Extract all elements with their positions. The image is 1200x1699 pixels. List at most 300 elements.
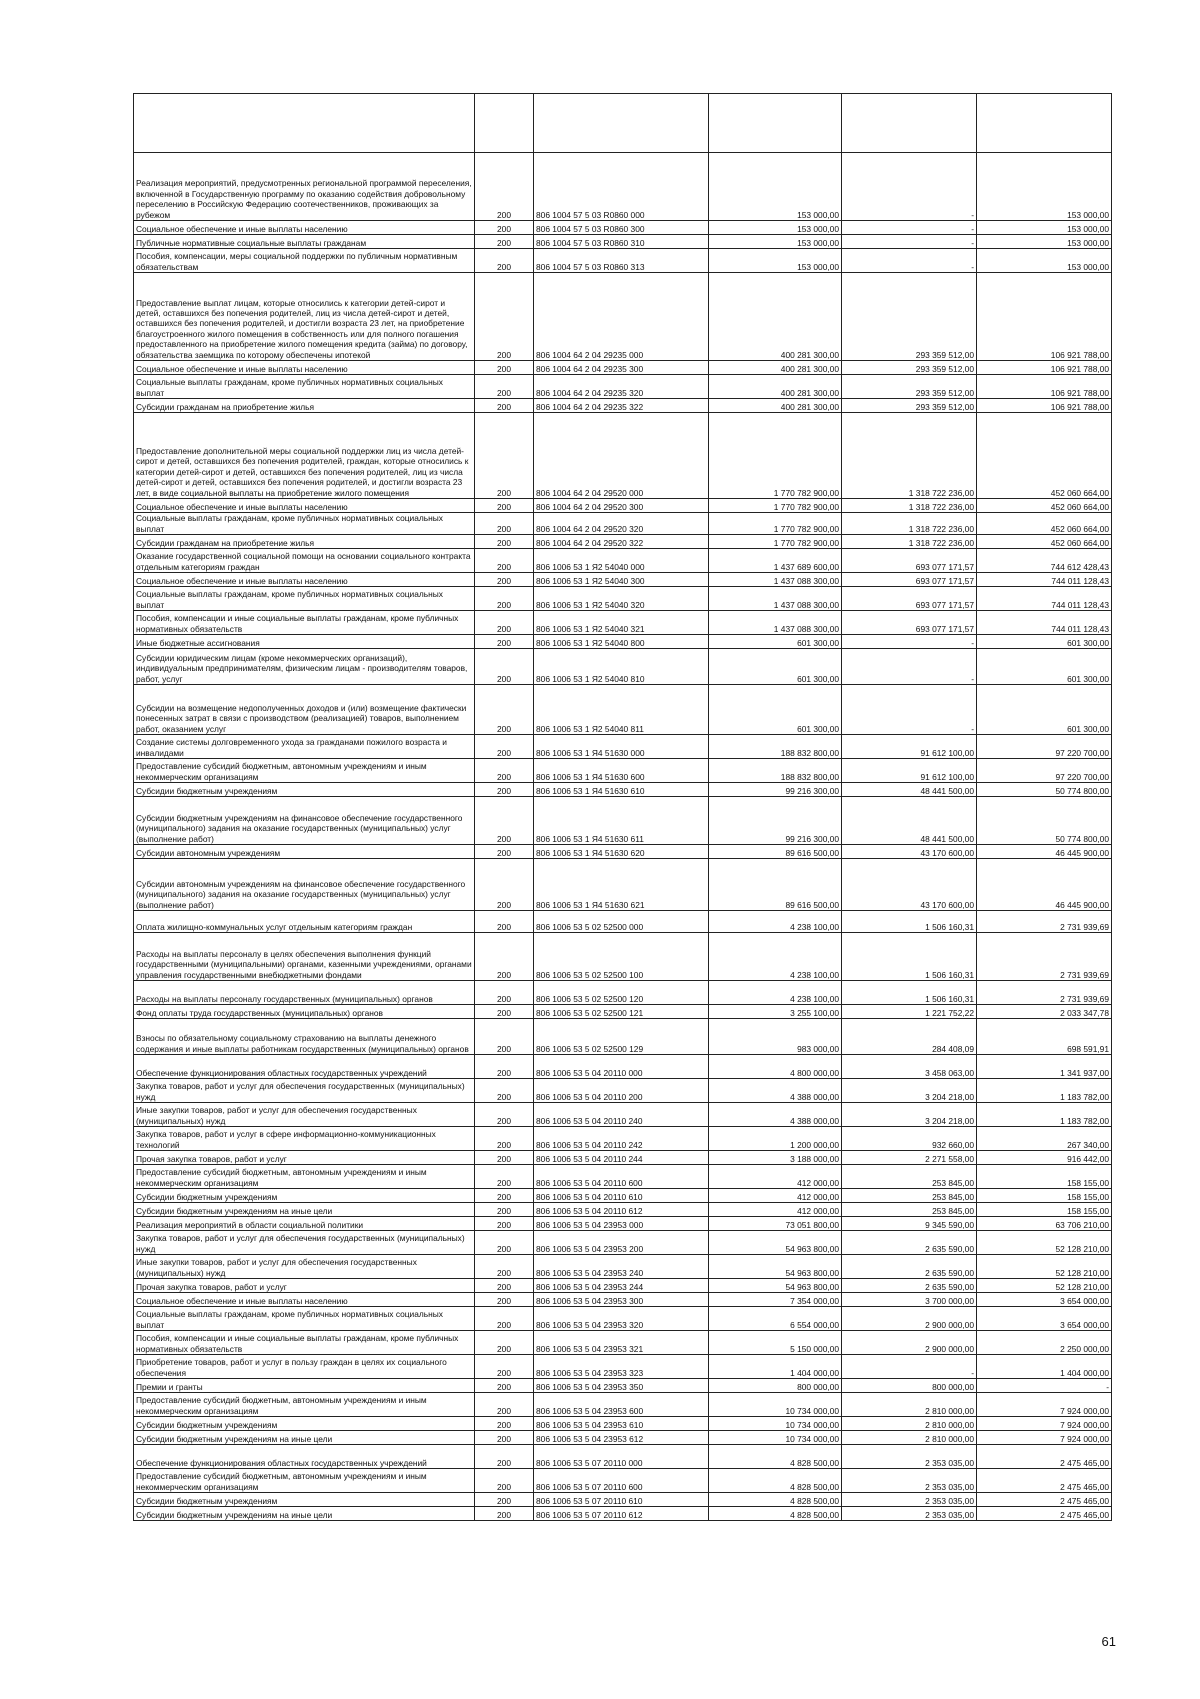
cell-unexecuted-amount: 452 060 664,00 (977, 499, 1112, 513)
cell-executed-amount: 1 318 722 236,00 (842, 499, 977, 513)
cell-name: Социальное обеспечение и иные выплаты населению (134, 361, 475, 375)
cell-executed-amount: 293 359 512,00 (842, 273, 977, 361)
cell-approved-amount: 89 616 500,00 (709, 845, 842, 859)
cell-line-code: 200 (475, 1355, 534, 1379)
cell-unexecuted-amount: - (977, 1379, 1112, 1393)
cell-executed-amount: 2 353 035,00 (842, 1507, 977, 1521)
cell-unexecuted-amount: 106 921 788,00 (977, 375, 1112, 399)
cell-name: Предоставление субсидий бюджетным, автономным учреждениям и иным некоммерческим организациям (134, 1165, 475, 1189)
cell-unexecuted-amount: 2 475 465,00 (977, 1507, 1112, 1521)
cell-approved-amount: 4 828 500,00 (709, 1507, 842, 1521)
header-cell-code (534, 94, 709, 153)
cell-approved-amount: 400 281 300,00 (709, 375, 842, 399)
cell-executed-amount: 2 353 035,00 (842, 1445, 977, 1469)
cell-name: Предоставление выплат лицам, которые относились к категории детей-сирот и детей, оставшихся без попечения родителей, лиц из числа детей-сирот и детей, оставшихся без попечения родителей, и достигли возраста 23 лет, на приобретение благоустроенного жилого помещения в собственность или для полного погашения предоставленного на приобретение жилого помещения кредита (займа) по договору, обязательства заемщика по которому обеспечены ипотекой (134, 273, 475, 361)
cell-classification-code: 806 1006 53 1 Я2 54040 800 (534, 635, 709, 649)
table-row (134, 1493, 1112, 1507)
cell-approved-amount: 1 437 088 300,00 (709, 611, 842, 635)
cell-line-code: 200 (475, 1203, 534, 1217)
table-row (134, 1393, 1112, 1417)
table-row (134, 759, 1112, 783)
cell-approved-amount: 10 734 000,00 (709, 1431, 842, 1445)
cell-name: Приобретение товаров, работ и услуг в пользу граждан в целях их социального обеспечения (134, 1355, 475, 1379)
cell-name: Социальные выплаты гражданам, кроме публичных нормативных социальных выплат (134, 513, 475, 535)
cell-line-code: 200 (475, 549, 534, 573)
cell-approved-amount: 1 200 000,00 (709, 1127, 842, 1151)
header-cell-executed (842, 94, 977, 153)
cell-approved-amount: 1 404 000,00 (709, 1355, 842, 1379)
cell-unexecuted-amount: 601 300,00 (977, 685, 1112, 735)
cell-classification-code: 806 1006 53 1 Я2 54040 000 (534, 549, 709, 573)
table-row (134, 635, 1112, 649)
cell-name: Премии и гранты (134, 1379, 475, 1393)
cell-unexecuted-amount: 2 475 465,00 (977, 1469, 1112, 1493)
cell-approved-amount: 1 770 782 900,00 (709, 513, 842, 535)
cell-executed-amount: 253 845,00 (842, 1203, 977, 1217)
cell-name: Субсидии бюджетным учреждениям (134, 1189, 475, 1203)
cell-executed-amount: 1 506 160,31 (842, 933, 977, 981)
cell-classification-code: 806 1006 53 1 Я4 51630 621 (534, 859, 709, 911)
cell-name: Прочая закупка товаров, работ и услуг (134, 1151, 475, 1165)
cell-line-code: 200 (475, 1127, 534, 1151)
cell-executed-amount: 693 077 171,57 (842, 587, 977, 611)
cell-approved-amount: 400 281 300,00 (709, 361, 842, 375)
cell-classification-code: 806 1006 53 1 Я4 51630 600 (534, 759, 709, 783)
table-row (134, 783, 1112, 797)
table-row (134, 399, 1112, 413)
cell-approved-amount: 4 828 500,00 (709, 1493, 842, 1507)
cell-classification-code: 806 1006 53 5 04 23953 240 (534, 1255, 709, 1279)
cell-line-code: 200 (475, 611, 534, 635)
cell-unexecuted-amount: 46 445 900,00 (977, 845, 1112, 859)
cell-name: Иные бюджетные ассигнования (134, 635, 475, 649)
cell-approved-amount: 601 300,00 (709, 685, 842, 735)
cell-unexecuted-amount: 52 128 210,00 (977, 1255, 1112, 1279)
cell-unexecuted-amount: 153 000,00 (977, 249, 1112, 273)
table-row (134, 1379, 1112, 1393)
table-row (134, 1293, 1112, 1307)
cell-name: Оказание государственной социальной помощи на основании социального контракта отдельным категориям граждан (134, 549, 475, 573)
table-row (134, 587, 1112, 611)
cell-executed-amount: 43 170 600,00 (842, 845, 977, 859)
cell-approved-amount: 10 734 000,00 (709, 1417, 842, 1431)
table-row (134, 549, 1112, 573)
cell-line-code: 200 (475, 413, 534, 499)
cell-line-code: 200 (475, 797, 534, 845)
cell-name: Субсидии на возмещение недополученных доходов и (или) возмещение фактически понесенных затрат в связи с производством (реализацией) товаров, выполнением работ, оказанием услуг (134, 685, 475, 735)
cell-unexecuted-amount: 601 300,00 (977, 635, 1112, 649)
cell-name: Субсидии бюджетным учреждениям на иные цели (134, 1507, 475, 1521)
cell-approved-amount: 800 000,00 (709, 1379, 842, 1393)
cell-approved-amount: 153 000,00 (709, 249, 842, 273)
cell-executed-amount: 2 635 590,00 (842, 1279, 977, 1293)
cell-unexecuted-amount: 2 250 000,00 (977, 1331, 1112, 1355)
table-row (134, 361, 1112, 375)
cell-executed-amount: 284 408,09 (842, 1019, 977, 1055)
cell-unexecuted-amount: 3 654 000,00 (977, 1293, 1112, 1307)
cell-unexecuted-amount: 50 774 800,00 (977, 783, 1112, 797)
cell-approved-amount: 412 000,00 (709, 1165, 842, 1189)
table-row (134, 735, 1112, 759)
cell-name: Пособия, компенсации, меры социальной поддержки по публичным нормативным обязательствам (134, 249, 475, 273)
cell-name: Субсидии бюджетным учреждениям (134, 1417, 475, 1431)
cell-classification-code: 806 1006 53 5 04 23953 323 (534, 1355, 709, 1379)
cell-line-code: 200 (475, 1507, 534, 1521)
cell-unexecuted-amount: 106 921 788,00 (977, 399, 1112, 413)
cell-classification-code: 806 1004 64 2 04 29235 320 (534, 375, 709, 399)
table-row (134, 249, 1112, 273)
cell-line-code: 200 (475, 1255, 534, 1279)
table-row (134, 1019, 1112, 1055)
table-row (134, 649, 1112, 685)
cell-line-code: 200 (475, 1103, 534, 1127)
cell-approved-amount: 400 281 300,00 (709, 399, 842, 413)
cell-approved-amount: 1 770 782 900,00 (709, 499, 842, 513)
cell-line-code: 200 (475, 1469, 534, 1493)
table-row (134, 1127, 1112, 1151)
cell-approved-amount: 983 000,00 (709, 1019, 842, 1055)
page-number: 61 (1101, 1634, 1116, 1649)
cell-unexecuted-amount: 1 183 782,00 (977, 1079, 1112, 1103)
cell-approved-amount: 153 000,00 (709, 153, 842, 221)
cell-approved-amount: 4 238 100,00 (709, 933, 842, 981)
cell-classification-code: 806 1006 53 5 07 20110 612 (534, 1507, 709, 1521)
cell-name: Расходы на выплаты персоналу в целях обеспечения выполнения функций государственными (муниципальными) органами, казенными учреждениями, органами управления государственными внебюджетными фондами (134, 933, 475, 981)
cell-unexecuted-amount: 153 000,00 (977, 153, 1112, 221)
cell-unexecuted-amount: 1 404 000,00 (977, 1355, 1112, 1379)
cell-name: Оплата жилищно-коммунальных услуг отдельным категориям граждан (134, 911, 475, 933)
cell-unexecuted-amount: 452 060 664,00 (977, 535, 1112, 549)
cell-executed-amount: 693 077 171,57 (842, 549, 977, 573)
cell-line-code: 200 (475, 535, 534, 549)
table-row (134, 153, 1112, 221)
cell-classification-code: 806 1006 53 5 04 23953 200 (534, 1231, 709, 1255)
cell-unexecuted-amount: 2 475 465,00 (977, 1493, 1112, 1507)
cell-name: Обеспечение функционирования областных государственных учреждений (134, 1055, 475, 1079)
cell-executed-amount: 91 612 100,00 (842, 759, 977, 783)
cell-unexecuted-amount: 97 220 700,00 (977, 759, 1112, 783)
table-row (134, 1255, 1112, 1279)
table-row (134, 513, 1112, 535)
cell-line-code: 200 (475, 1217, 534, 1231)
cell-classification-code: 806 1006 53 5 02 52500 100 (534, 933, 709, 981)
cell-line-code: 200 (475, 1189, 534, 1203)
table-row (134, 1417, 1112, 1431)
cell-classification-code: 806 1006 53 5 04 23953 350 (534, 1379, 709, 1393)
cell-line-code: 200 (475, 1079, 534, 1103)
cell-classification-code: 806 1004 64 2 04 29520 000 (534, 413, 709, 499)
cell-executed-amount: 3 458 063,00 (842, 1055, 977, 1079)
table-row (134, 797, 1112, 845)
cell-approved-amount: 10 734 000,00 (709, 1393, 842, 1417)
cell-name: Обеспечение функционирования областных государственных учреждений (134, 1445, 475, 1469)
cell-unexecuted-amount: 153 000,00 (977, 221, 1112, 235)
cell-approved-amount: 188 832 800,00 (709, 735, 842, 759)
cell-unexecuted-amount: 158 155,00 (977, 1165, 1112, 1189)
cell-approved-amount: 601 300,00 (709, 649, 842, 685)
cell-executed-amount: 48 441 500,00 (842, 797, 977, 845)
cell-name: Предоставление субсидий бюджетным, автономным учреждениям и иным некоммерческим организациям (134, 1469, 475, 1493)
cell-classification-code: 806 1004 57 5 03 R0860 300 (534, 221, 709, 235)
cell-approved-amount: 4 238 100,00 (709, 911, 842, 933)
cell-line-code: 200 (475, 273, 534, 361)
cell-classification-code: 806 1006 53 5 04 23953 244 (534, 1279, 709, 1293)
cell-approved-amount: 1 770 782 900,00 (709, 535, 842, 549)
cell-approved-amount: 89 616 500,00 (709, 859, 842, 911)
cell-executed-amount: 43 170 600,00 (842, 859, 977, 911)
cell-unexecuted-amount: 106 921 788,00 (977, 273, 1112, 361)
cell-classification-code: 806 1006 53 5 04 20110 200 (534, 1079, 709, 1103)
cell-unexecuted-amount: 1 341 937,00 (977, 1055, 1112, 1079)
cell-classification-code: 806 1006 53 5 04 20110 612 (534, 1203, 709, 1217)
cell-name: Закупка товаров, работ и услуг в сфере информационно-коммуникационных технологий (134, 1127, 475, 1151)
cell-executed-amount: - (842, 685, 977, 735)
cell-line-code: 200 (475, 1431, 534, 1445)
cell-name: Предоставление субсидий бюджетным, автономным учреждениям и иным некоммерческим организациям (134, 759, 475, 783)
cell-line-code: 200 (475, 845, 534, 859)
table-row (134, 1445, 1112, 1469)
cell-name: Субсидии автономным учреждениям на финансовое обеспечение государственного (муниципального) задания на оказание государственных (муниципальных) услуг (выполнение работ) (134, 859, 475, 911)
cell-executed-amount: 293 359 512,00 (842, 361, 977, 375)
cell-approved-amount: 3 255 100,00 (709, 1005, 842, 1019)
table-row (134, 273, 1112, 361)
table-row (134, 235, 1112, 249)
cell-unexecuted-amount: 158 155,00 (977, 1189, 1112, 1203)
cell-classification-code: 806 1004 64 2 04 29235 322 (534, 399, 709, 413)
table-row (134, 1189, 1112, 1203)
cell-approved-amount: 5 150 000,00 (709, 1331, 842, 1355)
cell-line-code: 200 (475, 375, 534, 399)
table-row (134, 685, 1112, 735)
cell-executed-amount: - (842, 235, 977, 249)
cell-name: Иные закупки товаров, работ и услуг для обеспечения государственных (муниципальных) нужд (134, 1255, 475, 1279)
cell-name: Фонд оплаты труда государственных (муниципальных) органов (134, 1005, 475, 1019)
cell-executed-amount: 91 612 100,00 (842, 735, 977, 759)
cell-unexecuted-amount: 153 000,00 (977, 235, 1112, 249)
cell-classification-code: 806 1006 53 5 07 20110 600 (534, 1469, 709, 1493)
cell-unexecuted-amount: 452 060 664,00 (977, 513, 1112, 535)
cell-unexecuted-amount: 52 128 210,00 (977, 1231, 1112, 1255)
table-row (134, 413, 1112, 499)
cell-name: Социальное обеспечение и иные выплаты населению (134, 1293, 475, 1307)
cell-executed-amount: 2 810 000,00 (842, 1417, 977, 1431)
cell-approved-amount: 412 000,00 (709, 1189, 842, 1203)
cell-executed-amount: 2 900 000,00 (842, 1307, 977, 1331)
cell-classification-code: 806 1006 53 1 Я4 51630 620 (534, 845, 709, 859)
cell-executed-amount: 9 345 590,00 (842, 1217, 977, 1231)
cell-approved-amount: 1 437 088 300,00 (709, 587, 842, 611)
cell-unexecuted-amount: 698 591,91 (977, 1019, 1112, 1055)
cell-line-code: 200 (475, 911, 534, 933)
cell-approved-amount: 7 354 000,00 (709, 1293, 842, 1307)
cell-classification-code: 806 1006 53 1 Я2 54040 320 (534, 587, 709, 611)
cell-classification-code: 806 1006 53 1 Я4 51630 610 (534, 783, 709, 797)
cell-approved-amount: 54 963 800,00 (709, 1255, 842, 1279)
table-row (134, 535, 1112, 549)
cell-line-code: 200 (475, 1417, 534, 1431)
cell-unexecuted-amount: 267 340,00 (977, 1127, 1112, 1151)
cell-classification-code: 806 1006 53 5 04 20110 244 (534, 1151, 709, 1165)
cell-executed-amount: 1 221 752,22 (842, 1005, 977, 1019)
cell-approved-amount: 54 963 800,00 (709, 1279, 842, 1293)
cell-classification-code: 806 1006 53 5 04 23953 300 (534, 1293, 709, 1307)
cell-line-code: 200 (475, 981, 534, 1005)
cell-unexecuted-amount: 601 300,00 (977, 649, 1112, 685)
cell-name: Субсидии бюджетным учреждениям (134, 1493, 475, 1507)
cell-classification-code: 806 1004 64 2 04 29520 322 (534, 535, 709, 549)
cell-unexecuted-amount: 2 731 939,69 (977, 911, 1112, 933)
cell-executed-amount: - (842, 153, 977, 221)
header-cell-name (134, 94, 475, 153)
cell-unexecuted-amount: 2 475 465,00 (977, 1445, 1112, 1469)
cell-executed-amount: 2 900 000,00 (842, 1331, 977, 1355)
cell-line-code: 200 (475, 1393, 534, 1417)
table-row (134, 1055, 1112, 1079)
cell-classification-code: 806 1006 53 1 Я4 51630 611 (534, 797, 709, 845)
table-row (134, 1151, 1112, 1165)
cell-line-code: 200 (475, 735, 534, 759)
table-row (134, 611, 1112, 635)
cell-name: Субсидии бюджетным учреждениям на финансовое обеспечение государственного (муниципального) задания на оказание государственных (муниципальных) услуг (выполнение работ) (134, 797, 475, 845)
cell-approved-amount: 400 281 300,00 (709, 273, 842, 361)
cell-name: Иные закупки товаров, работ и услуг для обеспечения государственных (муниципальных) нужд (134, 1103, 475, 1127)
cell-line-code: 200 (475, 649, 534, 685)
cell-line-code: 200 (475, 1165, 534, 1189)
cell-name: Социальные выплаты гражданам, кроме публичных нормативных социальных выплат (134, 375, 475, 399)
cell-line-code: 200 (475, 513, 534, 535)
cell-classification-code: 806 1006 53 5 04 23953 610 (534, 1417, 709, 1431)
cell-line-code: 200 (475, 1055, 534, 1079)
cell-line-code: 200 (475, 573, 534, 587)
cell-classification-code: 806 1004 57 5 03 R0860 310 (534, 235, 709, 249)
cell-line-code: 200 (475, 859, 534, 911)
cell-unexecuted-amount: 916 442,00 (977, 1151, 1112, 1165)
cell-line-code: 200 (475, 1151, 534, 1165)
cell-classification-code: 806 1006 53 5 02 52500 129 (534, 1019, 709, 1055)
cell-name: Субсидии гражданам на приобретение жилья (134, 535, 475, 549)
cell-approved-amount: 73 051 800,00 (709, 1217, 842, 1231)
cell-name: Расходы на выплаты персоналу государственных (муниципальных) органов (134, 981, 475, 1005)
cell-line-code: 200 (475, 685, 534, 735)
cell-approved-amount: 1 437 689 600,00 (709, 549, 842, 573)
cell-unexecuted-amount: 97 220 700,00 (977, 735, 1112, 759)
cell-approved-amount: 601 300,00 (709, 635, 842, 649)
cell-classification-code: 806 1004 57 5 03 R0860 000 (534, 153, 709, 221)
cell-executed-amount: 693 077 171,57 (842, 611, 977, 635)
cell-unexecuted-amount: 106 921 788,00 (977, 361, 1112, 375)
cell-classification-code: 806 1004 64 2 04 29235 300 (534, 361, 709, 375)
cell-classification-code: 806 1006 53 5 04 23953 320 (534, 1307, 709, 1331)
cell-classification-code: 806 1006 53 5 07 20110 000 (534, 1445, 709, 1469)
table-row (134, 1165, 1112, 1189)
cell-executed-amount: - (842, 635, 977, 649)
cell-classification-code: 806 1006 53 5 04 23953 600 (534, 1393, 709, 1417)
cell-approved-amount: 6 554 000,00 (709, 1307, 842, 1331)
cell-line-code: 200 (475, 635, 534, 649)
cell-classification-code: 806 1006 53 5 02 52500 121 (534, 1005, 709, 1019)
table-row (134, 1331, 1112, 1355)
cell-line-code: 200 (475, 1445, 534, 1469)
cell-line-code: 200 (475, 1293, 534, 1307)
cell-executed-amount: 2 810 000,00 (842, 1431, 977, 1445)
cell-executed-amount: 1 506 160,31 (842, 981, 977, 1005)
table-row (134, 1507, 1112, 1521)
table-row (134, 1005, 1112, 1019)
cell-executed-amount: 1 318 722 236,00 (842, 535, 977, 549)
cell-name: Субсидии юридическим лицам (кроме некоммерческих организаций), индивидуальным предпринимателям, физическим лицам - производителям товаров, работ, услуг (134, 649, 475, 685)
cell-executed-amount: 253 845,00 (842, 1165, 977, 1189)
cell-approved-amount: 4 828 500,00 (709, 1469, 842, 1493)
cell-unexecuted-amount: 1 183 782,00 (977, 1103, 1112, 1127)
cell-unexecuted-amount: 744 011 128,43 (977, 587, 1112, 611)
cell-line-code: 200 (475, 1331, 534, 1355)
cell-executed-amount: - (842, 249, 977, 273)
table-row (134, 221, 1112, 235)
cell-executed-amount: 2 353 035,00 (842, 1493, 977, 1507)
cell-unexecuted-amount: 46 445 900,00 (977, 859, 1112, 911)
cell-name: Реализация мероприятий, предусмотренных региональной программой переселения, включенной в Государственную программу по оказанию содействия добровольному переселению в Российскую Федерацию соотечественников, проживающих за рубежом (134, 153, 475, 221)
cell-executed-amount: 800 000,00 (842, 1379, 977, 1393)
table-row (134, 911, 1112, 933)
cell-executed-amount: 1 318 722 236,00 (842, 413, 977, 499)
cell-approved-amount: 4 388 000,00 (709, 1103, 842, 1127)
cell-line-code: 200 (475, 587, 534, 611)
cell-classification-code: 806 1006 53 5 07 20110 610 (534, 1493, 709, 1507)
cell-unexecuted-amount: 7 924 000,00 (977, 1417, 1112, 1431)
table-row (134, 573, 1112, 587)
cell-executed-amount: - (842, 1355, 977, 1379)
cell-approved-amount: 54 963 800,00 (709, 1231, 842, 1255)
cell-approved-amount: 4 238 100,00 (709, 981, 842, 1005)
cell-line-code: 200 (475, 783, 534, 797)
cell-executed-amount: - (842, 649, 977, 685)
cell-name: Социальные выплаты гражданам, кроме публичных нормативных социальных выплат (134, 1307, 475, 1331)
table-row (134, 1079, 1112, 1103)
table-row (134, 933, 1112, 981)
cell-executed-amount: 1 318 722 236,00 (842, 513, 977, 535)
table-row (134, 375, 1112, 399)
cell-name: Субсидии бюджетным учреждениям (134, 783, 475, 797)
cell-approved-amount: 188 832 800,00 (709, 759, 842, 783)
cell-approved-amount: 153 000,00 (709, 235, 842, 249)
table-body (134, 94, 1112, 1521)
cell-name: Социальное обеспечение и иные выплаты населению (134, 499, 475, 513)
cell-line-code: 200 (475, 221, 534, 235)
cell-classification-code: 806 1006 53 1 Я2 54040 300 (534, 573, 709, 587)
cell-line-code: 200 (475, 1493, 534, 1507)
cell-unexecuted-amount: 52 128 210,00 (977, 1279, 1112, 1293)
cell-classification-code: 806 1006 53 5 04 20110 242 (534, 1127, 709, 1151)
cell-executed-amount: 932 660,00 (842, 1127, 977, 1151)
cell-classification-code: 806 1006 53 5 04 20110 600 (534, 1165, 709, 1189)
cell-classification-code: 806 1006 53 5 04 20110 240 (534, 1103, 709, 1127)
cell-line-code: 200 (475, 235, 534, 249)
cell-unexecuted-amount: 744 011 128,43 (977, 573, 1112, 587)
table-row (134, 499, 1112, 513)
cell-executed-amount: 693 077 171,57 (842, 573, 977, 587)
cell-line-code: 200 (475, 1019, 534, 1055)
cell-unexecuted-amount: 63 706 210,00 (977, 1217, 1112, 1231)
cell-executed-amount: 293 359 512,00 (842, 375, 977, 399)
cell-approved-amount: 3 188 000,00 (709, 1151, 842, 1165)
cell-name: Субсидии бюджетным учреждениям на иные цели (134, 1431, 475, 1445)
cell-executed-amount: 2 635 590,00 (842, 1255, 977, 1279)
header-cell-unexecuted (977, 94, 1112, 153)
cell-name: Социальное обеспечение и иные выплаты населению (134, 573, 475, 587)
cell-classification-code: 806 1004 57 5 03 R0860 313 (534, 249, 709, 273)
cell-approved-amount: 1 437 088 300,00 (709, 573, 842, 587)
cell-line-code: 200 (475, 1379, 534, 1393)
